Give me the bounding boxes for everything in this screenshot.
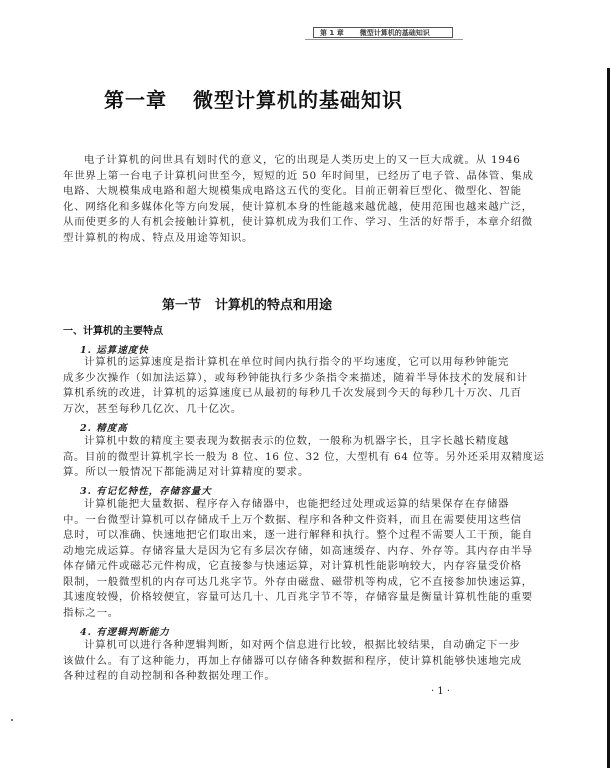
text-line: 体存储元件或磁芯元件构成，它直接参与快速运算，对计算机性能影响较大，内存容量受价格 [63,560,522,572]
text-line: 电路、大规模集成电路和超大规模集成电路这五代的变化。目前正朝着巨型化、微型化、智能 [63,185,522,197]
text-line: 其速度较慢，价格较便宜，容量可达几十、几百兆字节不等，存储容量是衡量计算机性能的重要 [63,591,534,603]
chapter-name: 微型计算机的基础知识 [193,88,403,112]
page-number: · 1 · [431,686,451,697]
item-paragraph [63,497,545,621]
section-name: 计算机的特点和用途 [215,298,333,313]
text-line: 动地完成运算。存储容量大是因为它有多层次存储，如高速缓存、内存、外存等。其内存由半导 [63,544,534,557]
text-line: 从而使更多的人有机会接触计算机，使计算机成为我们工作、学习、生活的好帮手，本章介绍微 [63,216,534,228]
text-line: 指标之一。 [63,606,119,619]
running-header-title: 微型计算机的基础知识 [359,29,430,37]
text-line: 算机系统的改进，计算机的运算速度已从最初的每秒几千次发展到今天的每秒几十万次、几百 [63,387,522,399]
running-header-chapter: 第 1 章 [320,29,344,37]
text-line: 年世界上第一台电子计算机问世至今，短短的近 50 年时间里，已经历了电子管、晶体管、集成 [63,169,534,182]
running-header [313,27,453,38]
text-line: 电子计算机的问世具有划时代的意义，它的出现是人类历史上的又一巨大成就。从 1946 [84,154,521,166]
item-heading: 2. 精度高 [80,423,128,434]
text-line: 息时，可以准确、快速地把它们取出来，逐一进行解释和执行。整个过程不需要人工干预，能自 [63,529,534,541]
text-line: 计算机的运算速度是指计算机在单位时间内执行指令的平均速度，它可以用每秒钟能完 [84,356,510,368]
chapter-number: 第一章 [104,88,167,112]
item-paragraph [63,434,545,481]
item-heading: 3. 有记忆特性，存储容量大 [80,486,212,497]
text-line: 该做什么。有了这种能力，再加上存储器可以存储各种数据和程序，使计算机能够快速地完成 [63,654,522,667]
text-line: 型计算机的构成、特点及用途等知识。 [63,231,254,244]
page-edge-border [607,68,610,768]
item-heading: 4. 有逻辑判断能力 [80,627,170,638]
text-line: 限制，一般微型机的内存可达几兆字节。外存由磁盘、磁带机等构成，它不直接参加快速运算， [63,575,534,588]
text-line: 高。目前的微型计算机字长一般为 8 位、16 位、32 位，大型机有 64 位等。另外还采用双精度运 [63,450,545,463]
text-line: 计算机能把大量数据、程序存入存储器中，也能把经过处理或运算的结果保存在存储器 [84,498,510,510]
item-paragraph [63,638,545,685]
text-line: 成多少次操作（如加法运算），或每秒钟能执行多少条指令来描述，随着半导体技术的发展和计 [63,371,528,384]
section-title [162,294,332,313]
item-paragraph [63,355,545,417]
section-number: 第一节 [162,298,202,313]
text-line: 万次，甚至每秒几亿次、几十亿次。 [63,402,243,415]
text-line: 计算机中数的精度主要表现为数据表示的位数，一般称为机器字长，且字长越长精度越 [84,435,510,447]
intro-paragraph [63,153,545,246]
text-line: 计算机可以进行各种逻辑判断，如对两个信息进行比较，根据比较结果，自动确定下一步 [84,639,521,651]
text-line: 中。一台微型计算机可以存储成千上万个数据、程序和各种文件资料，而且在需要使用这些信 [63,513,522,526]
chapter-title [104,84,403,113]
scan-speck [11,719,13,721]
text-line: 算。所以一般情况下都能满足对计算精度的要求。 [63,466,310,478]
scan-speck [464,383,466,385]
text-line: 各种过程的自动控制和各种数据处理工作。 [63,670,276,682]
subsection-heading: 一、计算机的主要特点 [63,326,163,337]
text-line: 化、网络化和多媒体化等方向发展，使计算机本身的性能越来越优越，使用范围也越来越广泛， [63,200,534,213]
header-rule [305,39,463,40]
item-heading: 1. 运算速度快 [80,345,149,356]
